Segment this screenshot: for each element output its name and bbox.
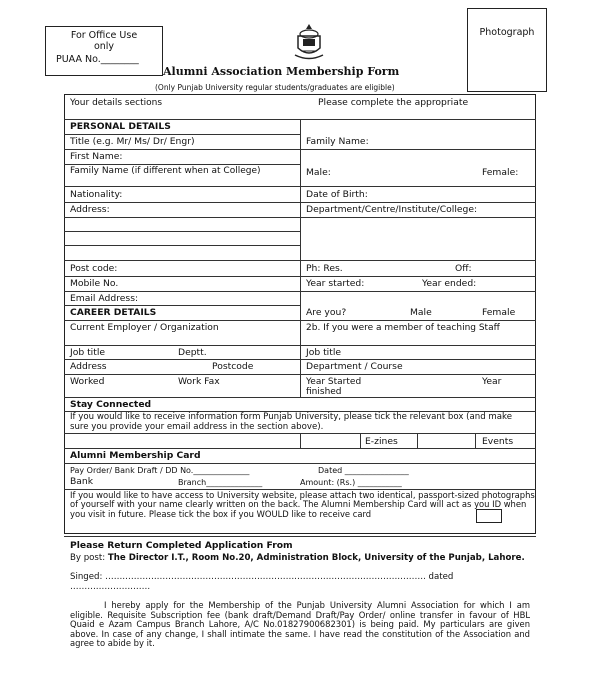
dob-field[interactable]: Date of Birth: — [306, 189, 368, 200]
dated-field[interactable]: Dated ________________ — [318, 466, 409, 475]
return-heading: Please Return Completed Application From — [70, 540, 293, 551]
career-details-heading: CAREER DETAILS — [70, 307, 157, 318]
year-field[interactable]: Year — [482, 376, 502, 387]
director-address: The Director I.T., Room No.20, Administration Block, University of the Punjab, Lahore. — [107, 553, 525, 563]
ph-res-field[interactable]: Ph: Res. — [306, 263, 343, 274]
membership-card-heading: Alumni Membership Card — [70, 450, 201, 461]
career-male-option[interactable]: Male — [410, 307, 432, 318]
declaration-text: I hereby apply for the Membership of the Punjab University Alumni Association for which I am eligible. Requisite Subscription fee (bank draft/Demand Draft/Pay Order/ online transfer in favour of HBL Quaid e Azam Campus Branch Lahore, A/C No.01827900682301) is being paid. My particulars are given above. In case of any change, I shall intimate the same. I have read the constitution of the Association and agree to abide by it. — [70, 600, 530, 648]
personal-details-heading: PERSONAL DETAILS — [70, 121, 171, 132]
stay-connected-text: If you would like to receive information form Punjab University, please tick the relevant box (and make sure you provide your email address in the section above). — [70, 412, 512, 432]
title-field[interactable]: Title (e.g. Mr/ Ms/ Dr/ Engr) — [70, 136, 195, 147]
intro-right: Please complete the appropriate — [318, 97, 469, 108]
nationality-field[interactable]: Nationality: — [70, 189, 123, 200]
stay-connected-heading: Stay Connected — [70, 399, 152, 410]
are-you-label: Are you? — [306, 307, 347, 318]
female-option[interactable]: Female: — [482, 167, 519, 178]
first-name-field[interactable]: First Name: — [70, 151, 123, 162]
ezines-option[interactable]: E-zines — [365, 436, 398, 447]
photograph-box[interactable] — [467, 8, 547, 92]
university-crest-icon — [292, 22, 326, 62]
deptt-field[interactable]: Deptt. — [178, 347, 207, 358]
career-female-option[interactable]: Female — [482, 307, 516, 318]
year-ended-field[interactable]: Year ended: — [422, 278, 477, 289]
work-address-field[interactable]: Address — [70, 361, 107, 372]
family-name-diff-field[interactable]: Family Name (if different when at College) — [70, 166, 261, 176]
card-instructions-text: If you would like to have access to University website, please attach two identical, passport-sized photographs of yourself with your name clearly written on the back. The Alumni Membership Card will act as you ID when you visit in future. Please tick the box if you WOULD like to receive card — [70, 490, 535, 519]
office-use-box — [45, 26, 163, 76]
office-use-line2: only — [93, 41, 115, 52]
job-title-2-field[interactable]: Job title — [306, 347, 342, 358]
form-title: Alumni Association Membership Form — [163, 65, 400, 78]
pay-order-field[interactable]: Pay Order/ Bank Draft / DD No.______________ — [70, 466, 250, 475]
by-post-label: By post: — [70, 553, 106, 563]
form-subtitle: (Only Punjab University regular students/graduates are eligible) — [155, 83, 395, 92]
return-address — [70, 553, 532, 563]
off-field[interactable]: Off: — [455, 263, 472, 274]
office-use-line1: For Office Use — [70, 30, 138, 41]
department-field[interactable]: Department/Centre/Institute/College: — [306, 204, 478, 215]
male-option[interactable]: Male: — [306, 167, 331, 178]
year-started-field[interactable]: Year started: — [306, 278, 365, 289]
work-fax-field[interactable]: Work Fax — [178, 376, 220, 387]
mobile-field[interactable]: Mobile No. — [70, 278, 119, 289]
intro-left: Your details sections — [70, 98, 163, 108]
teaching-staff-label: 2b. If you were a member of teaching Staff — [306, 323, 500, 333]
dept-course-field[interactable]: Department / Course — [306, 361, 403, 372]
receive-card-checkbox[interactable] — [476, 509, 502, 523]
worked-field[interactable]: Worked — [70, 376, 105, 387]
job-title-field[interactable]: Job title — [70, 347, 106, 358]
email-field[interactable]: Email Address: — [70, 293, 139, 304]
employer-field[interactable]: Current Employer / Organization — [70, 322, 219, 333]
events-option[interactable]: Events — [482, 436, 514, 447]
postcode-field[interactable]: Postcode — [212, 361, 254, 372]
address-field[interactable]: Address: — [70, 204, 110, 215]
bank-field[interactable]: Bank — [70, 476, 94, 487]
post-code-field[interactable]: Post code: — [70, 263, 118, 274]
puaa-number-field[interactable]: PUAA No.________ — [56, 54, 139, 65]
photograph-label: Photograph — [479, 27, 535, 38]
amount-field[interactable]: Amount: (Rs.) ___________ — [300, 478, 402, 487]
year-started-finished-field[interactable]: Year Started finished — [306, 377, 362, 397]
signature-line[interactable]: Singed: …………………………………………………………………………………………………. dated ………………………. — [70, 572, 454, 592]
branch-field[interactable]: Branch______________ — [178, 478, 263, 487]
family-name-field[interactable]: Family Name: — [306, 136, 369, 147]
